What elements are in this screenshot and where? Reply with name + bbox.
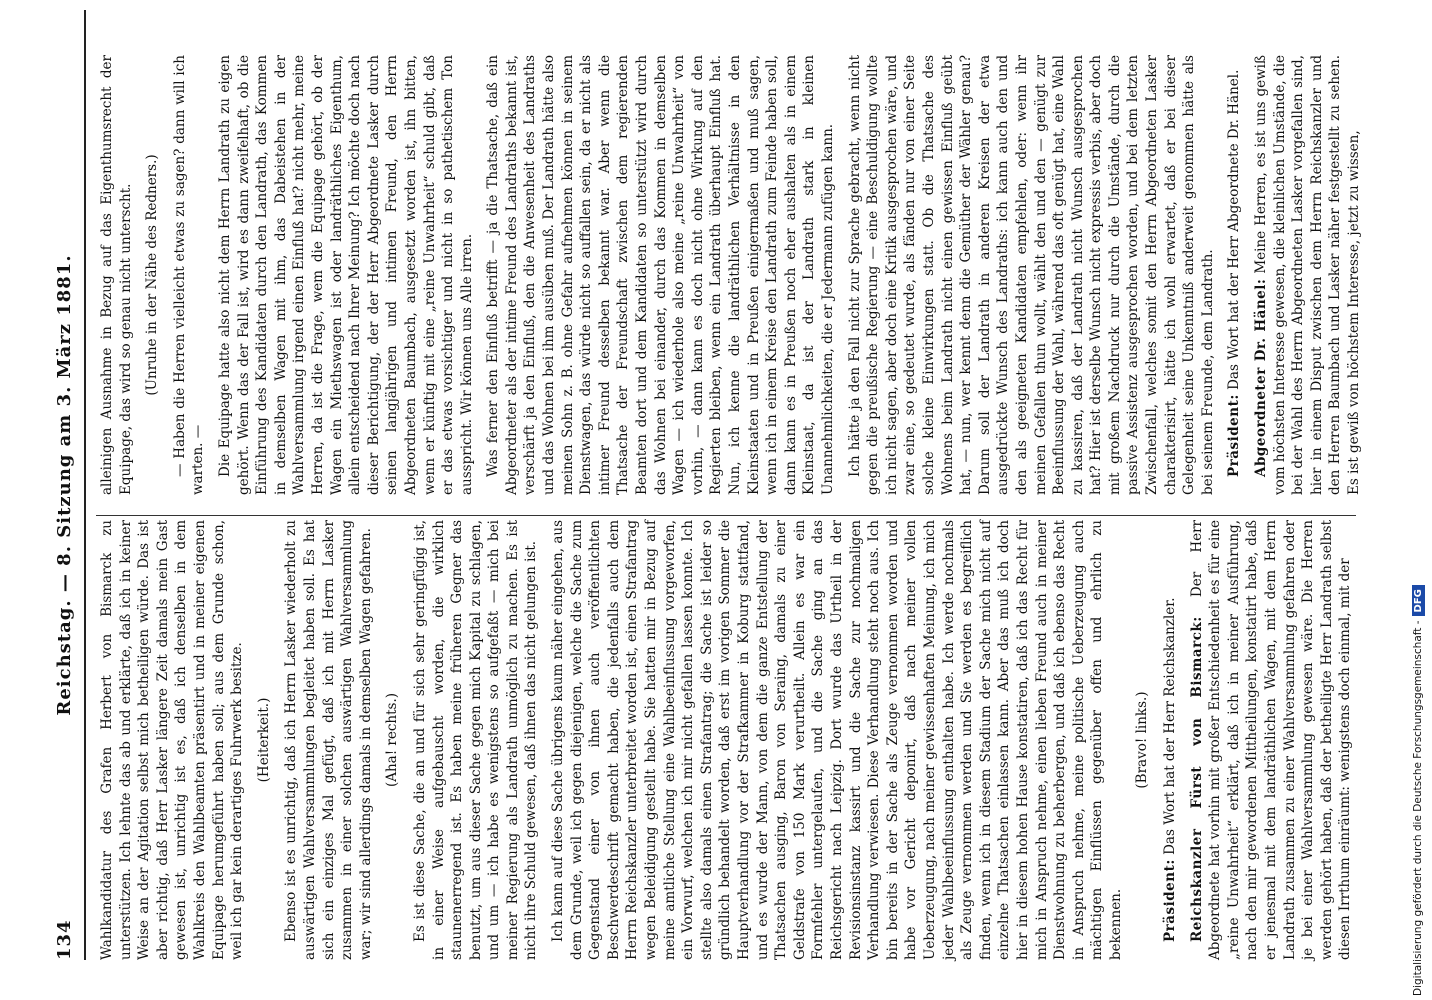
- digitization-credit: [1412, 16, 1425, 996]
- speaker-name: Abgeordneter Dr. Hänel:: [1253, 278, 1270, 477]
- dfg-logo: DFG: [1412, 585, 1425, 616]
- paragraph: Wahlkandidatur des Grafen Herbert von Bismarck zu unterstützen. Ich lehnte das ab und erklärte, daß ich in keiner Weise an der Agitation selbst mich betheiligen würde. Das ist aber richtig, daß Herr Lasker längere Zeit damals mein Gast gewesen ist, unrichtig ist es, daß ich denselben in dem Wahlkreis den Wahlbeamten präsentirt und in meiner eigenen Equipage herumgeführt haben soll; aus dem Grunde schon, weil ich gar kein derartiges Fuhrwerk besitze.: [99, 520, 246, 960]
- page-header: [50, 10, 86, 960]
- right-column: [98, 55, 1362, 495]
- paragraph: alleinigen Ausnahme in Bezug auf das Eigenthumsrecht der Equipage, das wird so genau nicht unterscht.: [99, 55, 134, 495]
- left-column: [98, 520, 1358, 960]
- paragraph: Die Equipage hatte also nicht dem Herrn Landrath zu eigen gehört. Wenn das der Fall ist, wird es dann zweifelhaft, ob die Einführung des Kandidaten durch den Landrath, das Kommen in demselben Wagen mit ihm, das Dabeistehen in der Wahlversammlung irgend einen Einfluß hat? nicht mehr, meine Herren, da ist die Frage, wem die Equipage gehört, ob der Wagen ein Miethswagen ist oder landräthliches Eigenthum, allein entscheidend nach Ihrer Meinung? Ich möchte doch nach dieser Berichtigung, der der Herr Abgeordnete Lasker durch seinen langjährigen und intimen Freund, den Herrn Abgeordneten Baumbach, ausgesetzt worden ist, ihn bitten, wenn er künftig mit eine „reine Unwahrheit“ schuld gibt, daß er das etwas vorsichtiger und nicht in so pathetischem Ton ausspricht. Wir können uns Alle irren.: [216, 55, 475, 495]
- paragraph: Ich hätte ja den Fall nicht zur Sprache gebracht, wenn nicht gegen die preußische Regierung — eine Beschuldigung wollte ich nicht sagen, aber doch eine Kritik ausgesprochen wäre, und zwar eine, so gedeutet wurde, als fänden nur von einer Seite solche kleine Einwirkungen statt. Ob die Thatsache des Wohnens beim Landrath nicht einen gewissen Einfluß geübt hat, — nun, wer kennt denn die Gemüther der Wähler genau? Darum soll der Landrath in anderen Kreisen der etwa ausgedrückte Wunsch des Landraths: ich kann auch den und den als geeigneten Kandidaten empfehlen, oder: wenn ihr meinen Gefallen thun wollt, wählt den und den — genügt zur Beeinflussung der Wahl, während das oft genügt hat, eine Wahl zu kassiren, daß der Landrath nicht Wunsch ausgesprochen hat? Hier ist derselbe Wunsch nicht expressis verbis, aber doch mit großem Nachdruck nur durch die Umstände, durch die passive Assistenz ausgesprochen worden, und bei dem letzten Zwischenfall, welches somit den Herrn Abgeordneten Lasker charakterisirt, hätte ich wohl erwartet, daß er bei dieser Gelegenheit seine Unkenntniß anderweit genommen hätte als bei seinem Freunde, dem Landrath.: [846, 55, 1216, 495]
- paragraph: Ebenso ist es unrichtig, daß ich Herrn Lasker wiederholt zu auswärtigen Wahlversammlungen begleitet haben soll. Es hat sich ein einziges Mal gefügt, daß ich mit Herrn Lasker zusammen in einer solchen auswärtigen Wahlversammlung war; wir sind allerdings damals in demselben Wagen gefahren.: [283, 520, 374, 960]
- running-title: Reichstag. — 8. Sitzung am 3. März 1881.: [54, 254, 75, 716]
- column-divider: [96, 515, 1356, 516]
- interjection: (Aha! rechts.): [384, 692, 401, 788]
- speaker-paragraph: [1161, 520, 1180, 960]
- speaker-name: Präsident:: [1226, 394, 1243, 477]
- paragraph: Ich kann auf diese Sache übrigens kaum näher eingehen, aus dem Grunde, weil ich gegen diejenigen, welche die Sache zum Gegenstand einer von ihnen auch veröffentlichten Beschwerdeschrift gemacht haben, die jedenfalls auch dem Herrn Reichskanzler unterbreitet worden ist, einen Strafantrag wegen Beleidigung gestellt habe. Sie hatten mir in Bezug auf meine amtliche Stellung eine Wahlbeeinflussung vorgeworfen, ein Vorwurf, welchen ich mir nicht gefallen lassen konnte. Ich stellte also damals einen Strafantrag; die Sache ist leider so gründlich behandelt worden, daß erst im vorigen Sommer die Hauptverhandlung vor der Strafkammer in Koburg stattfand, und es wurde der Mann, von dem die ganze Entstellung der Thatsachen ausging, Baron von Seraing, damals zu einer Geldstrafe von 150 Mark verurtheilt. Allein es war ein Formfehler untergelaufen, und die Sache ging an das Reichsgericht nach Leipzig. Dort wurde das Urtheil in der Revisionsinstanz kassirt und die Sache zur nochmaligen Verhandlung verwiesen. Diese Verhandlung steht noch aus. Ich bin bereits in der Sache als Zeuge vernommen worden und habe vor Gericht deponirt, daß nach meiner vollen Ueberzeugung, nach meiner gewissenhaften Meinung, ich mich jeder Wahlbeeinflussung enthalten habe. Ich werde nochmals als Zeuge vernommen werden und Sie werden es begreiflich finden, wenn ich in diesem Stadium der Sache mich nicht auf einzelne Thatsachen einlassen kann. Aber das muß ich doch hier in diesem hohen Hause konstatiren, daß ich das Recht für mich in Anspruch nehme, einen lieben Freund auch in meiner Dienstwohnung zu beherbergen, und daß ich ebenso das Recht in Anspruch nehme, meine politische Ueberzeugung auch mächtigen Einflüssen gegenüber offen und ehrlich zu bekennen.: [550, 520, 1124, 960]
- page-number: 134: [54, 919, 75, 960]
- speaker-paragraph: [1188, 520, 1355, 960]
- paragraph: Es ist diese Sache, die an und für sich sehr geringfügig ist, in einer Weise aufgebauscht worden, die wirklich staunenerregend ist. Es haben meine früheren Gegner das benutzt, um aus dieser Sache gegen mich Kapital zu schlagen, und um — ich habe es wenigstens so aufgefaßt — mich bei meiner Regierung als Landrath unmöglich zu machen. Es ist nicht ihre Schuld gewesen, daß ihnen das nicht gelungen ist.: [411, 520, 540, 960]
- credit-text: Digitalisierung gefördert durch die Deutsche Forschungsgemeinschaft -: [1412, 620, 1424, 996]
- speaker-name: Präsident:: [1162, 859, 1179, 942]
- paragraph: Was ferner den Einfluß betrifft — ja die Thatsache, daß ein Abgeordneter als der intime Freund des Landraths bekannt ist, verschärft ja den Einfluß, den die Anwesenheit des Landraths und das Wohnen bei ihm ausüben muß. Der Landrath hätte also meinen Sohn z. B. ohne Gefahr aufnehmen können in seinem Dienstwagen, das würde nicht so auffallen sein, da er nicht als intimer Freund desselben bekannt war. Aber wenn die Thatsache der Freundschaft zwischen dem regierenden Beamten dort und dem Kandidaten so unterstützt wird durch das Wohnen bei einander, durch das Kommen in demselben Wagen — ich wiederhole also meine „reine Unwahrheit“ von vorhin, — dann kann es doch nicht ohne Wirkung auf den Regierten bleiben, wenn ein Landrath überhaupt Einfluß hat. Nun, ich kenne die landräthlichen Verhältnisse in den Kleinstaaten und in Preußen einigermaßen und muß sagen, wenn ich in einem Kreise den Landrath zum Feinde haben soll, dann kann es in Preußen noch eher aushalten als in einem Kleinstaat, da ist der Landrath stark in kleinen Unannehmlichkeiten, die er Jedermann zufügen kann.: [485, 55, 836, 495]
- speaker-paragraph: [1252, 55, 1364, 495]
- speaker-paragraph: [1225, 55, 1244, 495]
- interjection: (Unruhe in der Nähe des Redners.): [144, 154, 161, 396]
- speech-text: Meine Herren, es ist uns gewiß vom höchsten Interesse gewesen, die kleinlichen Umstände, die bei der Wahl des Herrn Abgeordneten Lasker vorgefallen sind, hier in einem Disput zwischen dem Herrn Reichskanzler und den Herren Baumbach und Lasker näher festgestellt zu sehen. Es ist gewiß von höchstem Interesse, jetzt zu wissen,: [1253, 55, 1362, 495]
- speech-text: Der Herr Abgeordnete hat vorhin mit großer Entschiedenheit es für eine „reine Unwahrheit“ erklärt, daß ich in meiner Ausführung, nach den mir gewordenen Mittheilungen, konstatirt habe, daß er jenesmal mit dem landräthlichen Wagen, mit dem Herrn Landrath zusammen zu einer Wahlversammlung gefahren oder je bei einer Wahlversammlung gewesen wäre. Die Herren werden gehört haben, daß der betheiligte Herr Landrath selbst diesen Irrthum einräumt: wenigstens doch einmal, mit der: [1188, 520, 1354, 960]
- speaker-name: Reichskanzler Fürst von Bismarck:: [1188, 616, 1205, 942]
- speech-text: Das Wort hat der Herr Reichskanzler.: [1162, 597, 1179, 860]
- paragraph: — Haben die Herren vielleicht etwas zu sagen? dann will ich warten. —: [171, 55, 207, 495]
- speech-text: Das Wort hat der Herr Abgeordnete Dr. Hänel.: [1226, 69, 1243, 395]
- rotated-document-page: [24, 0, 1394, 1000]
- interjection: (Heiterkeit.): [255, 697, 272, 783]
- interjection: (Bravo! links.): [1134, 691, 1151, 789]
